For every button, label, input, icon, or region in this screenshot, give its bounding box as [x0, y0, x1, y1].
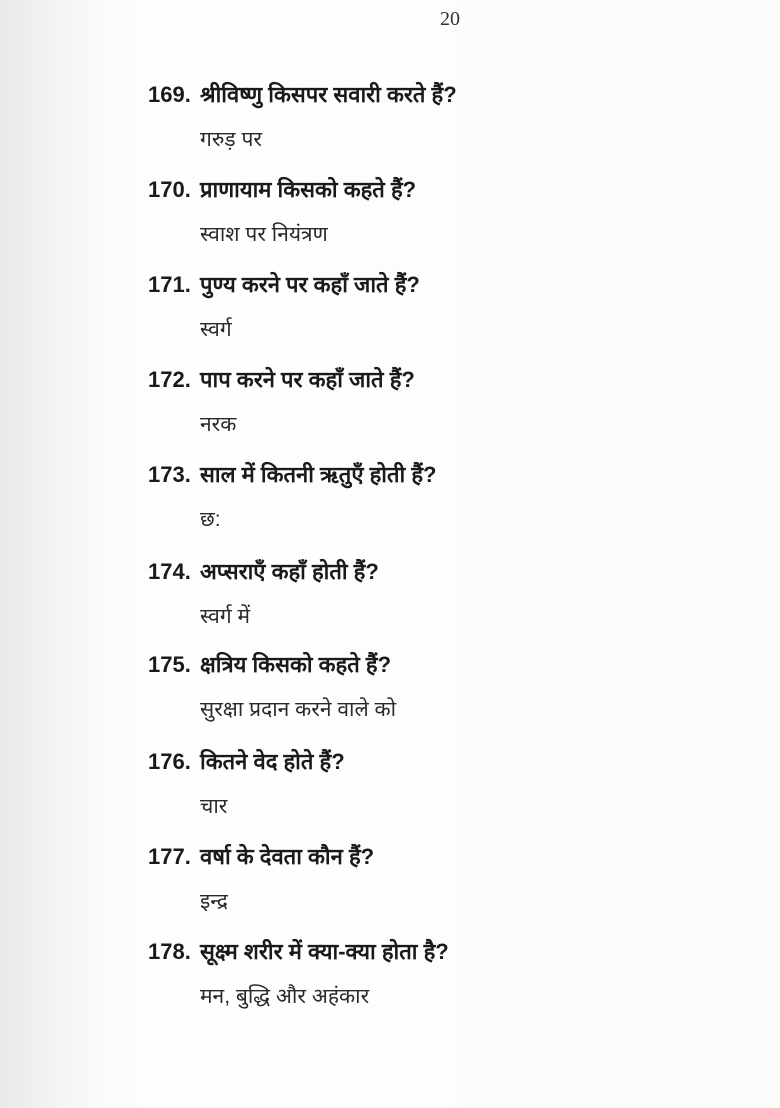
page-number: 20 — [440, 8, 460, 30]
question-number: 177. — [148, 844, 191, 869]
qa-item — [148, 842, 748, 916]
question-text: साल में कितनी ऋतुएँ होती हैं? — [200, 462, 437, 487]
question-number: 173. — [148, 462, 191, 487]
question-text: क्षत्रिय किसको कहते हैं? — [200, 652, 392, 677]
qa-item — [148, 175, 748, 249]
question-text: पाप करने पर कहाँ जाते हैं? — [200, 367, 415, 392]
qa-item — [148, 557, 748, 631]
question-number: 172. — [148, 367, 191, 392]
answer-text: स्वाश पर नियंत्रण — [200, 223, 328, 246]
question-text: सूक्ष्म शरीर में क्या-क्या होता है? — [200, 939, 449, 964]
qa-item — [148, 270, 748, 344]
qa-item — [148, 650, 748, 724]
answer-text: नरक — [200, 413, 237, 436]
question-text: कितने वेद होते हैं? — [200, 749, 345, 774]
qa-item — [148, 937, 748, 1011]
answer-text: सुरक्षा प्रदान करने वाले को — [200, 698, 397, 721]
question-number: 171. — [148, 272, 191, 297]
question-number: 170. — [148, 177, 191, 202]
question-text: पुण्य करने पर कहाँ जाते हैं? — [200, 272, 420, 297]
qa-item — [148, 460, 748, 534]
question-text: अप्सराएँ कहाँ होती हैं? — [200, 559, 379, 584]
question-text: प्राणायाम किसको कहते हैं? — [200, 177, 417, 202]
question-number: 174. — [148, 559, 191, 584]
qa-item — [148, 365, 748, 439]
answer-text: चार — [200, 795, 228, 818]
question-number: 178. — [148, 939, 191, 964]
answer-text: छ: — [200, 508, 221, 531]
qa-item — [148, 80, 748, 154]
answer-text: गरुड़ पर — [200, 128, 262, 151]
question-number: 169. — [148, 82, 191, 107]
answer-text: मन, बुद्धि और अहंकार — [200, 985, 370, 1008]
answer-text: स्वर्ग — [200, 318, 232, 341]
answer-text: इन्द्र — [200, 890, 228, 913]
question-number: 176. — [148, 749, 191, 774]
question-number: 175. — [148, 652, 191, 677]
answer-text: स्वर्ग में — [200, 605, 251, 628]
question-text: वर्षा के देवता कौन हैं? — [200, 844, 375, 869]
qa-item — [148, 747, 748, 821]
question-text: श्रीविष्णु किसपर सवारी करते हैं? — [200, 82, 457, 107]
